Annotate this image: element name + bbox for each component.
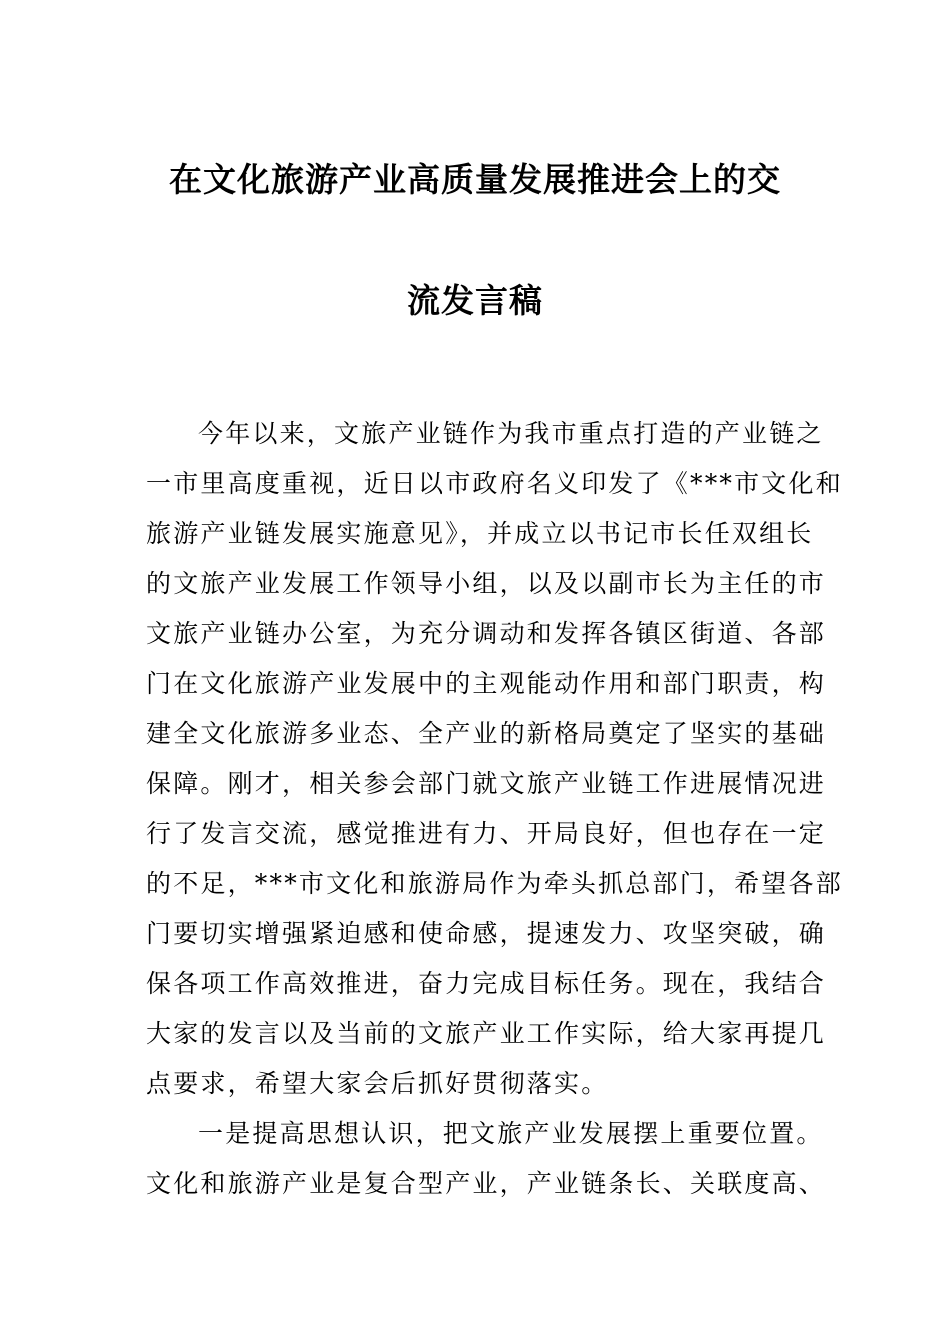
paragraph-line: 保障。刚才，相关参会部门就文旅产业链工作进展情况进 <box>146 769 827 798</box>
paragraph-line: 点要求，希望大家会后抓好贯彻落实。 <box>146 1069 609 1098</box>
paragraph-line: 保各项工作高效推进，奋力完成目标任务。现在，我结合 <box>146 969 827 998</box>
body-paragraph-1 <box>146 409 843 1109</box>
paragraph-line: 行了发言交流，感觉推进有力、开局良好，但也存在一定 <box>146 819 827 848</box>
paragraph-line: 一是提高思想认识，把文旅产业发展摆上重要位置。 <box>198 1119 824 1148</box>
document-title-line-1: 在文化旅游产业高质量发展推进会上的交 <box>169 160 781 199</box>
paragraph-line: 门要切实增强紧迫感和使命感，提速发力、攻坚突破，确 <box>146 919 827 948</box>
paragraph-line: 门在文化旅游产业发展中的主观能动作用和部门职责，构 <box>146 669 827 698</box>
paragraph-line: 一市里高度重视，近日以市政府名义印发了《***市文化和 <box>146 469 843 498</box>
paragraph-line: 文旅产业链办公室，为充分调动和发挥各镇区街道、各部 <box>146 619 827 648</box>
body-paragraph-2 <box>146 1109 827 1209</box>
paragraph-line: 建全文化旅游多业态、全产业的新格局奠定了坚实的基础 <box>146 719 827 748</box>
document-title-line-2: 流发言稿 <box>407 281 543 320</box>
paragraph-line: 旅游产业链发展实施意见》，并成立以书记市长任双组长 <box>146 519 814 548</box>
paragraph-line: 大家的发言以及当前的文旅产业工作实际，给大家再提几 <box>146 1019 827 1048</box>
paragraph-line: 的不足，***市文化和旅游局作为牵头抓总部门，希望各部 <box>146 869 843 898</box>
paragraph-line: 的文旅产业发展工作领导小组，以及以副市长为主任的市 <box>146 569 827 598</box>
paragraph-line: 文化和旅游产业是复合型产业，产业链条长、关联度高、 <box>146 1169 827 1198</box>
paragraph-line: 今年以来，文旅产业链作为我市重点打造的产业链之 <box>198 419 824 448</box>
